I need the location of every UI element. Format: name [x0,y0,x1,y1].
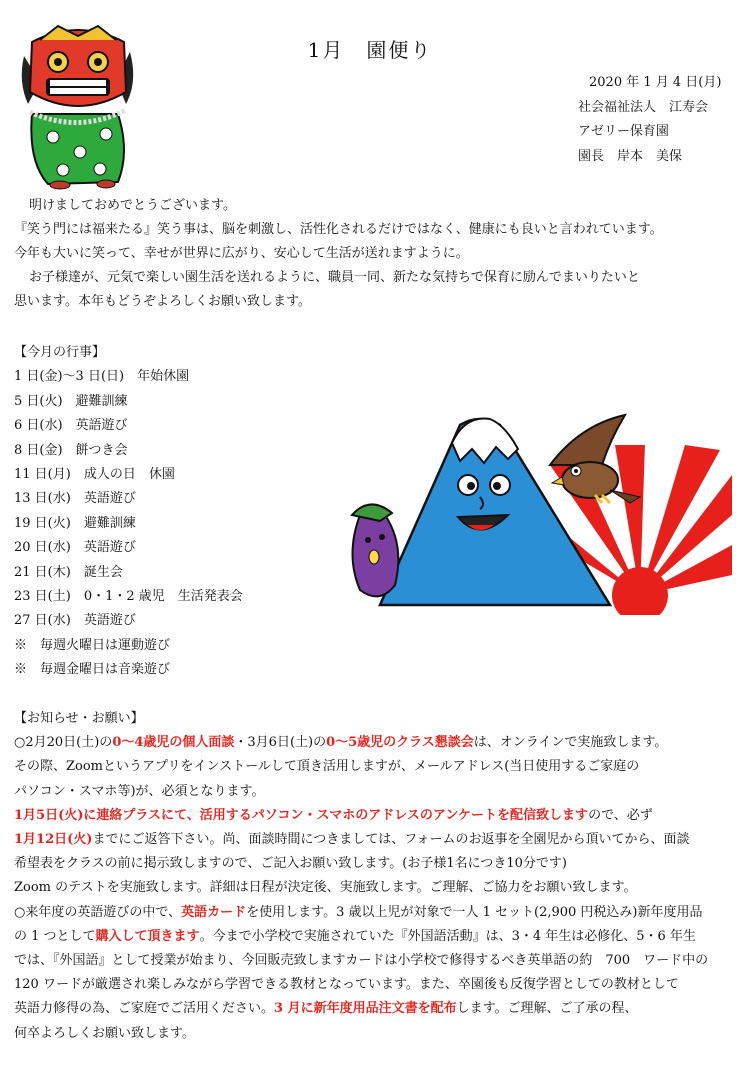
notice-text: までにご返答下さい。尚、面談時間につきましては、フォームのお返事を全園児から頂いてから、面談 [92,832,690,848]
event-item: 1 日(金)～3 日(日) 年始休園 [14,369,190,385]
notice-line [14,731,734,755]
header-info [578,71,721,169]
organization-name: 社会福祉法人 江寿会 [578,99,709,115]
notice-line [14,804,734,828]
event-item: 13 日(水) 英語遊び [14,491,136,507]
mount-fuji-hawk-eggplant-illustration [340,405,732,615]
notice-text: を使用します。3 歳以上児が対象で一人 1 セット(2,900 円税込み)新年度用品 [246,904,703,920]
notice-line: 希望表をクラスの前に掲示致しますので、ご記入お願い致します。(お子様1名につき10分です) [14,856,568,872]
notice-highlight: 英語カード [181,904,247,920]
notice-highlight: 1月12日(火) [14,832,93,848]
greeting-line: 明けましておめでとうございます。 [29,198,236,213]
greeting-line: 思います。本年もどうぞよろしくお願い致します。 [14,294,311,309]
notice-line: 120 ワードが厳選され楽しみながら学習できる教材となっています。また、卒園後も反復学習としての教材として [14,977,679,993]
event-note: ※ 毎週火曜日は運動遊び [14,637,171,653]
event-item: 11 日(月) 成人の日 休園 [14,467,175,483]
greeting-line: 『笑う門には福来たる』笑う事は、脳を刺激し、活性化されるだけではなく、健康にも良いと言われています。 [14,222,663,237]
notice-line: では、『外国語』として授業が始まり、今回販売致しますカードは小学校で修得するべき英単語の約 700 ワード中の [14,953,709,969]
notice-highlight: 1月5日(火)に連絡プラスにて、活用するパソコン・スマホのアドレスのアンケートを配信致します [14,807,589,823]
notice-text: ・3月6日(土)の [234,735,327,751]
events-section [14,341,243,683]
notices-section [14,707,734,1046]
notice-line: 何卒よろしくお願い致します。 [14,1025,195,1041]
notice-text: 。今まで小学校で実施されていた『外国語活動』は、3・4 年生は必修化、5・6 年生 [199,928,696,944]
notice-text: の 1 つとして [14,928,96,944]
notice-line: パソコン・スマホ等)が、必須となります。 [14,783,265,799]
notice-line [14,997,734,1021]
notice-highlight: 3 月に新年度用品注文書を配布 [274,1001,457,1017]
notice-line [14,925,734,949]
notice-text: ○来年度の英語遊びの中で、 [14,904,182,920]
notice-highlight: 購入して頂きます [95,928,200,944]
notice-line: Zoom のテストを実施致します。詳細は日程が決定後、実施致します。ご理解、ご協力をお願い致します。 [14,880,637,896]
event-item: 6 日(水) 英語遊び [14,418,128,434]
notice-line [14,901,734,925]
notice-highlight: 0～4歳児の個人面談 [112,735,235,751]
event-item: 23 日(土) 0・1・2 歳児 生活発表会 [14,589,243,605]
event-item: 19 日(火) 避難訓練 [14,515,136,531]
greeting-line: お子様達が、元気で楽しい園生活を送れるように、職員一同、新たな気持ちで保育に励んでまいりたいと [29,270,640,285]
events-heading: 【今月の行事】 [14,345,106,360]
principal-name: 園長 岸本 美保 [578,148,683,164]
event-item: 27 日(水) 英語遊び [14,613,136,629]
event-item: 21 日(木) 誕生会 [14,564,123,580]
notice-text: は、オンラインで実施致します。 [473,735,668,751]
greeting-line: 今年も大いに笑って、幸せが世界に広がり、安心して生活が送れますように。 [14,246,469,261]
notice-line [14,828,734,852]
notices-heading: 【お知らせ・お願い】 [14,711,144,726]
event-item: 20 日(水) 英語遊び [14,540,136,556]
event-item: 8 日(金) 餅つき会 [14,442,128,458]
notice-text: 英語力修得の為、ご家庭でご活用ください。 [14,1001,275,1017]
notice-text: ○2月20日(土)の [14,735,113,751]
greeting-section [14,194,730,314]
notice-highlight: 0～5歳児のクラス懇談会 [326,735,474,751]
page-title: 1月 園便り [307,38,433,62]
event-note: ※ 毎週金曜日は音楽遊び [14,662,171,678]
notice-line: その際、Zoomというアプリをインストールして頂き活用しますが、メールアドレス(当日使用するご家庭の [14,759,640,775]
notice-text: します。ご理解、ご了承の程、 [456,1001,638,1017]
notice-text: ので、必ず [588,807,653,823]
event-item: 5 日(火) 避難訓練 [14,393,128,409]
issue-date: 2020 年 1 月 4 日(月) [589,75,722,90]
school-name: アゼリー保育園 [578,124,669,139]
